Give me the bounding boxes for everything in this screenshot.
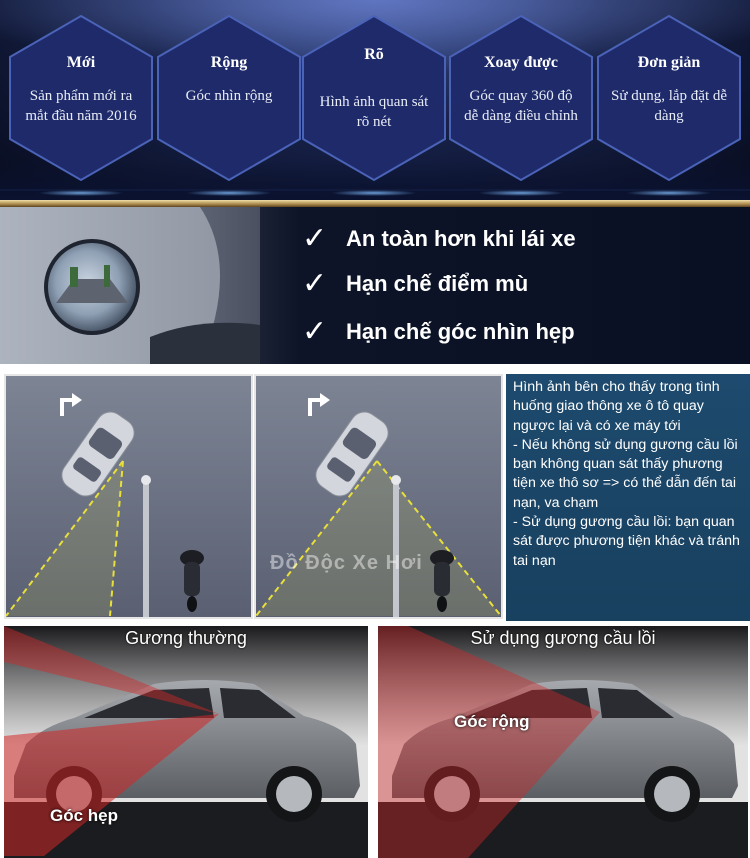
motorbike-icon [180,550,204,612]
hex-glow [478,190,564,196]
feature-title: Rộng [210,54,248,71]
explanation-box [506,374,750,621]
feature-description: Sử dụng, lắp đặt dễ dàng [610,88,728,124]
benefit-text: Hạn chế góc nhìn hẹp [346,319,575,344]
explanation-text: Hình ảnh bên cho thấy trong tình huống giao thông xe ô tô quay ngược lại và có xe máy tới - Nếu không sử dụng gương cầu lồi bạn không quan sát thấy phương tiện xe thô sơ => có thể dẫn đến tai nạn, va chạm - Sử dụng gương cầu lồi: bạn quan sát được phương tiện khác và tránh tai nạn [513,379,740,569]
comparison-title: Gương thường [125,628,247,648]
feature-description: Sản phẩm mới ra mắt đầu năm 2016 [25,88,137,124]
feature-hex-rotate [448,14,594,182]
scene-with-mirror [254,374,503,619]
hex-glow [331,190,417,196]
wide-angle-label: Góc rộng [454,712,530,731]
convex-mirror-image [0,207,260,364]
turn-right-arrow-icon [62,393,82,416]
feature-title: Rõ [364,46,384,63]
suv-side-view-convex [378,626,748,858]
feature-title: Xoay được [483,54,558,71]
comparison-title: Sử dụng gương cầu lồi [470,628,656,648]
hex-glow [626,190,712,196]
feature-hex-clear [301,14,447,182]
traffic-scene-1 [6,376,251,617]
traffic-scene-2 [256,376,501,617]
comparison-convex-mirror [378,626,748,858]
benefit-item [302,314,732,350]
feature-hex-simple [596,14,742,182]
benefit-text: Hạn chế điểm mù [346,271,529,296]
check-icon: ✓ [302,315,328,348]
hex-glow [38,190,124,196]
feature-description: Hình ảnh quan sát rõ nét [319,94,429,130]
watermark-text: Đồ Độc Xe Hơi [270,552,423,574]
check-icon: ✓ [302,222,328,255]
gold-divider [0,200,750,207]
check-icon: ✓ [302,267,328,300]
feature-title: Đơn giản [637,54,701,71]
hex-glow [186,190,272,196]
blind-spot-diagram [0,366,750,621]
feature-title: Mới [66,54,96,71]
feature-hex-new [8,14,154,182]
car-topview [56,406,139,501]
scene-without-mirror [4,374,253,619]
benefit-item [302,221,732,257]
feature-description: Góc quay 360 độ dễ dàng điều chỉnh [464,88,578,124]
feature-description: Góc nhìn rộng [185,88,273,104]
benefits-section [0,207,750,364]
benefit-item [302,266,732,302]
turn-right-arrow-icon [310,393,330,416]
narrow-angle-label: Góc hẹp [50,806,119,825]
feature-banner [0,0,750,200]
benefit-text: An toàn hơn khi lái xe [346,226,576,251]
feature-hex-wide [156,14,302,182]
comparison-normal-mirror [4,626,368,858]
